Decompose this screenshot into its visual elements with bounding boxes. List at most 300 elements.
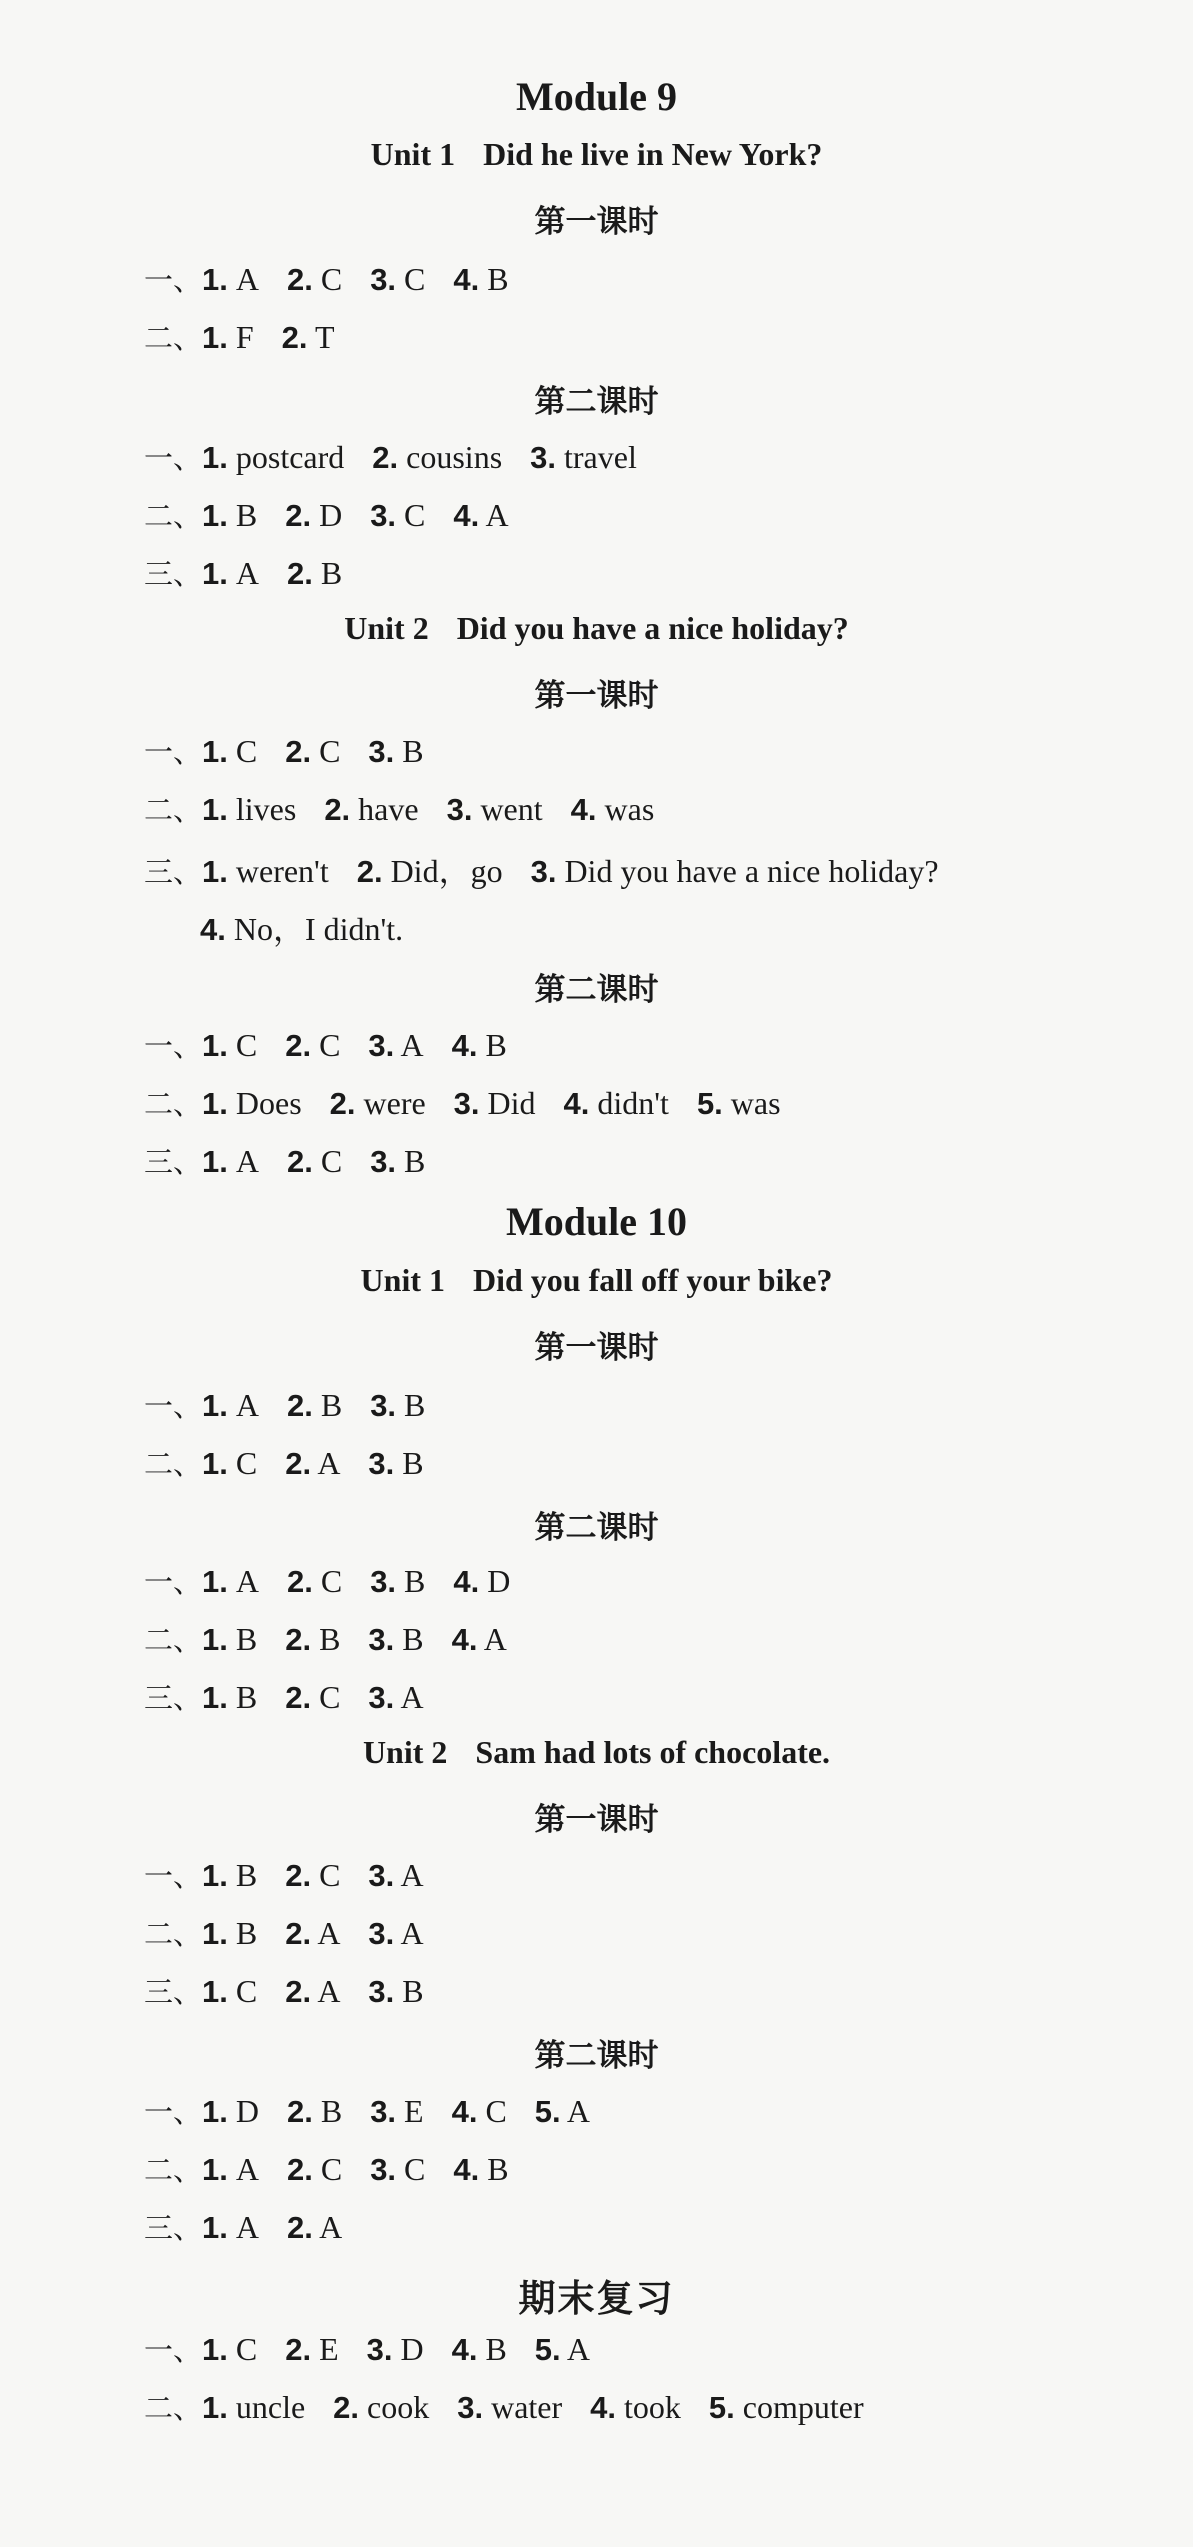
answer-text: B: [479, 2151, 509, 2187]
answer-item: [285, 2331, 338, 2367]
section-number: 二、: [144, 321, 203, 355]
answer-text: B: [227, 1915, 258, 1951]
question-number: 1.: [202, 1974, 228, 2009]
answer-line: [200, 904, 431, 950]
answer-line: [144, 436, 665, 477]
question-number: 1.: [202, 262, 228, 297]
unit-heading: [0, 1262, 1193, 1299]
answer-item: [202, 1027, 257, 1063]
question-number: 2.: [286, 2152, 313, 2187]
answer-item: [202, 555, 259, 591]
answer-text: D: [311, 497, 343, 533]
question-number: 3.: [370, 262, 397, 297]
question-number: 3.: [368, 734, 395, 769]
answer-item: [564, 1085, 669, 1121]
answer-line: [144, 2386, 892, 2427]
section-number: 二、: [144, 793, 203, 827]
answer-line: [144, 730, 452, 771]
answer-item: [202, 853, 329, 889]
section-number: 一、: [144, 263, 203, 297]
answer-item: [368, 1445, 423, 1481]
answer-item: [285, 1857, 340, 1893]
question-number: 2.: [285, 1446, 312, 1481]
answer-item: [287, 261, 342, 297]
answer-text: B: [396, 1563, 426, 1599]
answer-line: [144, 1024, 535, 1065]
answer-item: [202, 1563, 259, 1599]
section-number: 一、: [144, 2333, 203, 2367]
answer-text: took: [616, 2389, 681, 2425]
answer-text: A: [479, 497, 509, 533]
question-number: 2.: [286, 1144, 313, 1179]
answer-item: [370, 1387, 425, 1423]
answer-text: cook: [359, 2389, 430, 2425]
answer-item: [453, 497, 508, 533]
answer-line: [144, 1676, 452, 1717]
answer-item: [447, 791, 543, 827]
answer-item: [202, 497, 257, 533]
answer-text: A: [394, 1915, 424, 1951]
lesson-heading: 第二课时: [534, 384, 659, 420]
question-number: 2.: [286, 2094, 313, 2129]
question-number: 3.: [453, 1086, 480, 1121]
question-number: 1.: [202, 2332, 228, 2367]
answer-text: was: [722, 1085, 781, 1121]
answer-text: A: [312, 2209, 343, 2245]
section-number: 二、: [144, 1623, 203, 1657]
answer-text: weren't: [227, 853, 329, 889]
answer-text: B: [312, 2093, 343, 2129]
answer-line: [144, 1970, 452, 2011]
section-number: 一、: [144, 1859, 203, 1893]
answer-text: water: [483, 2389, 563, 2425]
answer-item: [571, 791, 655, 827]
answer-text: lives: [227, 791, 297, 827]
unit-heading: [0, 610, 1193, 647]
unit-title: Did he live in New York?: [483, 136, 823, 172]
answer-item: [370, 261, 425, 297]
answer-item: [368, 1679, 423, 1715]
unit-title: Did you have a nice holiday?: [456, 610, 849, 646]
answer-text: B: [396, 1387, 426, 1423]
answer-text: B: [227, 1621, 258, 1657]
question-number: 2.: [286, 2210, 313, 2245]
answer-line: [144, 1442, 452, 1483]
answer-text: E: [396, 2093, 424, 2129]
answer-text: uncle: [227, 2389, 306, 2425]
question-number: 3.: [370, 1388, 397, 1423]
answer-text: A: [394, 1679, 424, 1715]
question-number: 2.: [285, 1858, 312, 1893]
answer-text: Did: [479, 1085, 536, 1121]
answer-text: A: [394, 1027, 424, 1063]
unit-title: Did you fall off your bike?: [473, 1262, 833, 1298]
question-number: 3.: [368, 1916, 395, 1951]
question-number: 3.: [368, 1446, 395, 1481]
section-number: 三、: [144, 2211, 203, 2245]
question-number: 1.: [202, 734, 228, 769]
answer-item: [202, 1915, 257, 1951]
question-number: 3.: [370, 2152, 397, 2187]
lesson-heading: 第二课时: [534, 2038, 659, 2074]
answer-item: [202, 1143, 259, 1179]
section-number: 一、: [144, 735, 203, 769]
answer-item: [452, 1621, 507, 1657]
question-number: 4.: [453, 1564, 480, 1599]
question-number: 4.: [451, 1028, 478, 1063]
answer-text: postcard: [227, 439, 345, 475]
answer-text: travel: [556, 439, 637, 475]
answer-item: [202, 1857, 257, 1893]
answer-item: [202, 733, 257, 769]
question-number: 3.: [446, 792, 473, 827]
answer-item: [282, 319, 335, 355]
answer-text: C: [396, 261, 426, 297]
answer-text: B: [394, 733, 424, 769]
question-number: 2.: [372, 440, 399, 475]
answer-item: [202, 2151, 259, 2187]
answer-text: B: [227, 1679, 258, 1715]
lesson-heading: 第一课时: [534, 204, 659, 240]
lesson-heading: 第二课时: [534, 1510, 659, 1546]
question-number: 1.: [202, 440, 228, 475]
question-number: 2.: [285, 2332, 312, 2367]
answer-text: B: [477, 2331, 507, 2367]
answer-line: [144, 1912, 452, 1953]
question-number: 1.: [202, 320, 228, 355]
question-number: 1.: [202, 1916, 228, 1951]
question-number: 4.: [451, 2332, 478, 2367]
answer-item: [202, 1973, 257, 2009]
unit-number: Unit 2: [344, 610, 429, 646]
unit-number: Unit 2: [362, 1734, 448, 1770]
answer-item: [200, 911, 403, 947]
question-number: 2.: [285, 1622, 312, 1657]
answer-line: [144, 2148, 537, 2189]
answer-item: [202, 261, 259, 297]
answer-item: [370, 497, 425, 533]
unit-title: Sam had lots of chocolate.: [475, 1734, 831, 1770]
answer-text: C: [312, 1143, 343, 1179]
question-number: 3.: [370, 2094, 397, 2129]
answer-item: [330, 1085, 426, 1121]
answer-text: Did，go: [382, 853, 503, 889]
answer-item: [370, 1563, 425, 1599]
answer-line: [144, 1384, 453, 1425]
answer-item: [287, 2209, 342, 2245]
answer-text: went: [472, 791, 543, 827]
answer-item: [202, 1085, 302, 1121]
answer-line: [144, 1560, 538, 1601]
answer-item: [368, 1857, 423, 1893]
answer-item: [285, 1621, 340, 1657]
answer-text: D: [392, 2331, 424, 2367]
question-number: 2.: [324, 792, 351, 827]
question-number: 3.: [530, 440, 556, 475]
answer-text: C: [311, 1857, 341, 1893]
question-number: 2.: [285, 1974, 312, 2009]
answer-line: [144, 2206, 370, 2247]
question-number: 5.: [534, 2332, 561, 2367]
section-number: 二、: [144, 1087, 203, 1121]
question-number: 2.: [286, 556, 313, 591]
question-number: 3.: [530, 854, 557, 889]
question-number: 4.: [200, 912, 226, 947]
answer-text: C: [311, 733, 341, 769]
question-number: 5.: [534, 2094, 561, 2129]
answer-text: were: [355, 1085, 426, 1121]
question-number: 1.: [202, 1446, 228, 1481]
question-number: 4.: [451, 1622, 478, 1657]
answer-text: B: [394, 1621, 424, 1657]
answer-item: [452, 2093, 507, 2129]
answer-text: A: [227, 261, 259, 297]
question-number: 1.: [202, 1144, 228, 1179]
question-number: 2.: [286, 1564, 313, 1599]
question-number: 4.: [563, 1086, 590, 1121]
answer-item: [367, 2331, 424, 2367]
section-number: 二、: [144, 1917, 203, 1951]
answer-item: [357, 853, 503, 889]
answer-item: [285, 1679, 340, 1715]
answer-text: B: [227, 497, 258, 533]
unit-heading: [0, 1734, 1193, 1771]
question-number: 5.: [696, 1086, 723, 1121]
lesson-heading: 第一课时: [534, 1330, 659, 1366]
answer-item: [202, 1621, 257, 1657]
answer-item: [324, 791, 418, 827]
unit-number: Unit 1: [370, 136, 456, 172]
answer-item: [202, 2331, 257, 2367]
answer-item: [457, 2389, 562, 2425]
answer-line: [144, 788, 682, 829]
answer-text: A: [227, 1387, 259, 1423]
answer-item: [368, 1973, 423, 2009]
answer-item: [531, 853, 939, 889]
answer-text: C: [227, 733, 258, 769]
answer-item: [287, 555, 342, 591]
answer-text: B: [394, 1445, 424, 1481]
answer-line: [144, 846, 967, 892]
answer-item: [285, 1027, 340, 1063]
answer-item: [202, 1445, 257, 1481]
question-number: 2.: [286, 262, 313, 297]
answer-item: [372, 439, 502, 475]
section-number: 三、: [144, 557, 203, 591]
question-number: 1.: [202, 2390, 228, 2425]
question-number: 2.: [285, 1916, 312, 1951]
answer-item: [287, 1563, 342, 1599]
answer-text: Did you have a nice holiday?: [556, 853, 939, 889]
section-number: 二、: [144, 1447, 203, 1481]
answer-item: [285, 497, 342, 533]
answer-item: [535, 2093, 590, 2129]
answer-text: B: [477, 1027, 507, 1063]
answer-text: C: [227, 1445, 258, 1481]
question-number: 1.: [202, 1564, 228, 1599]
unit-heading: [0, 136, 1193, 173]
answer-text: C: [312, 261, 343, 297]
section-number: 三、: [144, 1681, 203, 1715]
answer-text: A: [227, 555, 259, 591]
question-number: 4.: [451, 2094, 478, 2129]
answer-item: [285, 1445, 340, 1481]
answer-text: computer: [734, 2389, 864, 2425]
answer-text: D: [479, 1563, 511, 1599]
question-number: 3.: [368, 1028, 395, 1063]
answer-text: cousins: [398, 439, 503, 475]
answer-item: [285, 733, 340, 769]
question-number: 1.: [202, 1858, 228, 1893]
lesson-heading: 第一课时: [534, 1802, 659, 1838]
section-number: 三、: [144, 855, 203, 889]
answer-line: [144, 316, 363, 357]
answer-text: C: [396, 2151, 426, 2187]
answer-text: D: [227, 2093, 259, 2129]
question-number: 1.: [202, 556, 228, 591]
answer-item: [202, 439, 344, 475]
answer-item: [202, 2093, 259, 2129]
answer-text: B: [479, 261, 509, 297]
section-number: 二、: [144, 2153, 203, 2187]
answer-text: A: [311, 1973, 341, 2009]
question-number: 3.: [370, 1564, 397, 1599]
answer-text: C: [312, 1563, 343, 1599]
answer-text: C: [396, 497, 426, 533]
question-number: 1.: [202, 792, 228, 827]
section-number: 一、: [144, 1389, 203, 1423]
answer-text: C: [477, 2093, 507, 2129]
answer-item: [453, 2151, 508, 2187]
answer-text: B: [227, 1857, 258, 1893]
question-number: 1.: [202, 2210, 228, 2245]
answer-text: F: [227, 319, 254, 355]
question-number: 1.: [202, 1622, 228, 1657]
answer-text: A: [227, 1143, 259, 1179]
answer-line: [144, 2328, 618, 2369]
answer-text: C: [227, 1027, 258, 1063]
review-heading: 期末复习: [518, 2277, 675, 2320]
question-number: 4.: [590, 2390, 617, 2425]
answer-line: [144, 1082, 809, 1123]
section-number: 一、: [144, 441, 203, 475]
answer-text: Does: [227, 1085, 302, 1121]
question-number: 2.: [286, 1388, 313, 1423]
answer-item: [287, 1387, 342, 1423]
question-number: 1.: [202, 1028, 228, 1063]
question-number: 3.: [368, 1858, 395, 1893]
lesson-heading: 第二课时: [534, 972, 659, 1008]
answer-item: [453, 261, 508, 297]
question-number: 3.: [457, 2390, 484, 2425]
answer-line: [144, 1854, 452, 1895]
answer-text: C: [312, 2151, 343, 2187]
answer-item: [590, 2389, 681, 2425]
answer-text: C: [227, 2331, 258, 2367]
question-number: 2.: [285, 498, 312, 533]
answer-text: didn't: [589, 1085, 669, 1121]
answer-item: [287, 1143, 342, 1179]
question-number: 2.: [281, 320, 308, 355]
answer-text: have: [350, 791, 419, 827]
answer-item: [530, 439, 637, 475]
question-number: 3.: [370, 1144, 397, 1179]
section-number: 一、: [144, 2095, 203, 2129]
answer-item: [202, 2389, 305, 2425]
answer-item: [370, 1143, 425, 1179]
question-number: 4.: [453, 2152, 480, 2187]
answer-item: [333, 2389, 429, 2425]
answer-text: A: [560, 2331, 590, 2367]
answer-item: [452, 1027, 507, 1063]
answer-item: [368, 733, 423, 769]
answer-item: [453, 1563, 510, 1599]
answer-item: [287, 2151, 342, 2187]
question-number: 1.: [202, 1680, 228, 1715]
question-number: 1.: [202, 2152, 228, 2187]
answer-text: A: [311, 1445, 341, 1481]
answer-item: [697, 1085, 781, 1121]
answer-line: [144, 1618, 535, 1659]
section-number: 三、: [144, 1145, 203, 1179]
answer-item: [454, 1085, 536, 1121]
module-heading: Module 9: [515, 74, 678, 119]
question-number: 5.: [708, 2390, 735, 2425]
answer-text: C: [227, 1973, 258, 2009]
question-number: 2.: [333, 2390, 360, 2425]
answer-text: B: [312, 1387, 343, 1423]
answer-item: [202, 1679, 257, 1715]
answer-line: [144, 494, 537, 535]
answer-item: [368, 1621, 423, 1657]
answer-item: [202, 319, 254, 355]
answer-item: [202, 1387, 259, 1423]
unit-number: Unit 1: [360, 1262, 445, 1298]
answer-text: A: [560, 2093, 590, 2129]
answer-text: was: [596, 791, 655, 827]
question-number: 4.: [570, 792, 597, 827]
answer-text: C: [311, 1027, 341, 1063]
answer-text: A: [311, 1915, 341, 1951]
question-number: 1.: [202, 1388, 228, 1423]
question-number: 1.: [202, 2094, 228, 2129]
section-number: 二、: [144, 2391, 203, 2425]
answer-item: [370, 2093, 423, 2129]
answer-item: [368, 1027, 423, 1063]
answer-text: E: [311, 2331, 339, 2367]
question-number: 1.: [202, 498, 228, 533]
answer-text: A: [394, 1857, 424, 1893]
question-number: 3.: [370, 498, 397, 533]
section-number: 二、: [144, 499, 203, 533]
answer-item: [287, 2093, 342, 2129]
answer-line: [144, 258, 537, 299]
answer-item: [202, 2209, 259, 2245]
section-number: 三、: [144, 1975, 203, 2009]
question-number: 2.: [285, 734, 312, 769]
question-number: 4.: [453, 498, 480, 533]
lesson-heading: 第一课时: [534, 678, 659, 714]
answer-text: C: [311, 1679, 341, 1715]
answer-line: [144, 1140, 453, 1181]
answer-item: [285, 1915, 340, 1951]
question-number: 3.: [368, 1974, 395, 2009]
question-number: 2.: [329, 1086, 356, 1121]
answer-item: [535, 2331, 590, 2367]
section-number: 一、: [144, 1565, 203, 1599]
answer-text: A: [227, 2209, 259, 2245]
answer-text: No，I didn't.: [225, 911, 404, 947]
